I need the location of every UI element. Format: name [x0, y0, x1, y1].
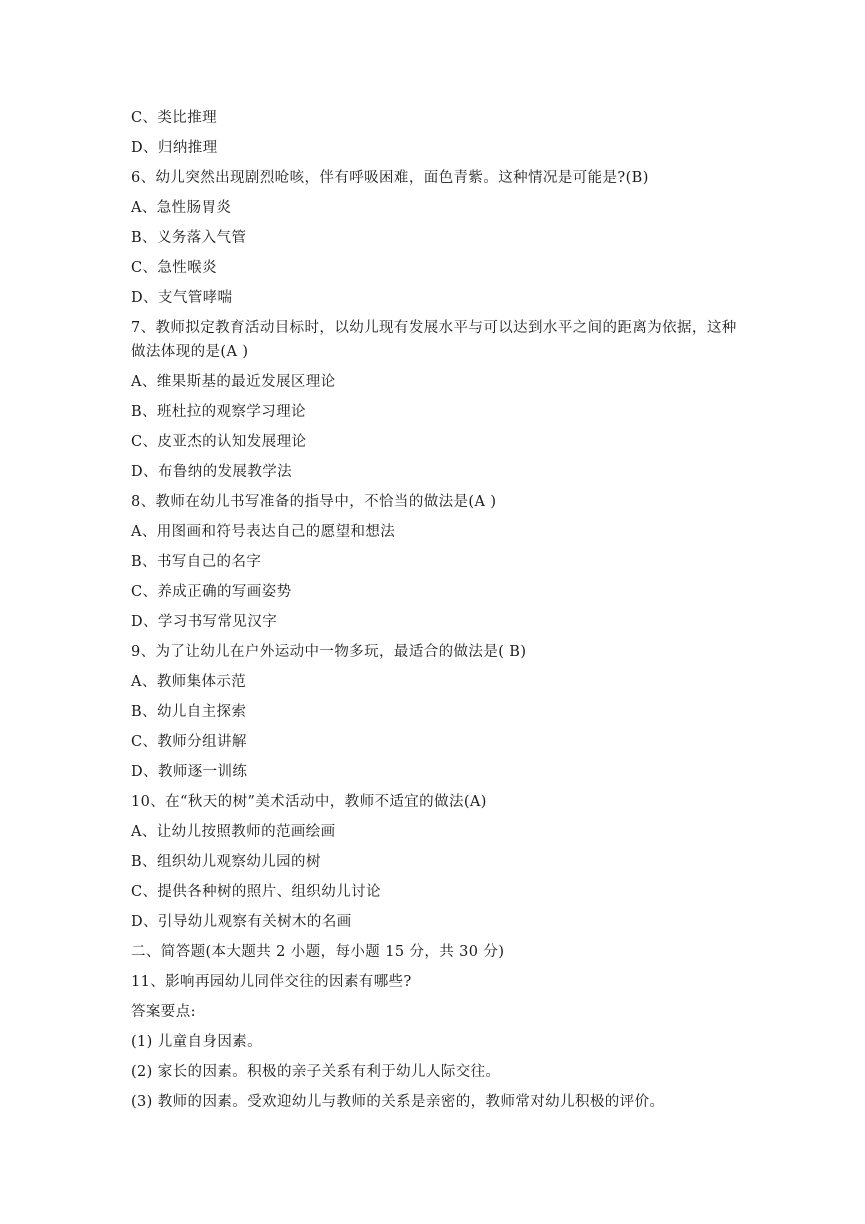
answer-point-1: (1) 儿童自身因素。 — [131, 1034, 263, 1050]
question-9: 9、为了让幼儿在户外运动中一物多玩，最适合的做法是( B) — [131, 644, 527, 660]
q9-option-b: B、幼儿自主探索 — [131, 704, 247, 720]
q6-option-c: C、急性喉炎 — [131, 260, 217, 276]
option-d-induction: D、归纳推理 — [131, 140, 218, 156]
q7-option-a: A、维果斯基的最近发展区理论 — [131, 374, 336, 390]
q6-option-a: A、急性肠胃炎 — [131, 200, 232, 216]
answer-key-label: 答案要点: — [131, 1004, 196, 1020]
document-body — [131, 103, 751, 1117]
q10-option-b: B、组织幼儿观察幼儿园的树 — [131, 854, 321, 870]
q10-option-a: A、让幼儿按照教师的范画绘画 — [131, 824, 336, 840]
q8-option-a: A、用图画和符号表达自己的愿望和想法 — [131, 524, 396, 540]
question-8: 8、教师在幼儿书写准备的指导中，不恰当的做法是(A ) — [131, 494, 497, 510]
question-11: 11、影响再园幼儿同伴交往的因素有哪些? — [131, 974, 412, 990]
answer-point-2: (2) 家长的因素。积极的亲子关系有利于幼儿人际交往。 — [131, 1064, 501, 1080]
q7-option-c: C、皮亚杰的认知发展理论 — [131, 434, 307, 450]
q9-option-c: C、教师分组讲解 — [131, 734, 247, 750]
question-7: 7、教师拟定教育活动目标时，以幼儿现有发展水平与可以达到水平之间的距离为依据，这种做法体现的是(A ) — [131, 320, 737, 360]
q7-option-d: D、布鲁纳的发展教学法 — [131, 464, 293, 480]
q9-option-a: A、教师集体示范 — [131, 674, 247, 690]
q8-option-b: B、书写自己的名字 — [131, 554, 262, 570]
section-heading-short-answer: 二、简答题(本大题共 2 小题，每小题 15 分，共 30 分) — [131, 944, 505, 960]
question-6: 6、幼儿突然出现剧烈呛咳，伴有呼吸困难，面色青紫。这种情况是可能是?(B) — [131, 170, 649, 186]
q9-option-d: D、教师逐一训练 — [131, 764, 248, 780]
q10-option-c: C、提供各种树的照片、组织幼儿讨论 — [131, 884, 381, 900]
q7-option-b: B、班杜拉的观察学习理论 — [131, 404, 306, 420]
q8-option-d: D、学习书写常见汉字 — [131, 614, 278, 630]
question-10: 10、在“秋天的树”美术活动中，教师不适宜的做法(A) — [131, 794, 487, 810]
answer-point-3: (3) 教师的因素。受欢迎幼儿与教师的关系是亲密的，教师常对幼儿积极的评价。 — [131, 1094, 665, 1110]
q6-option-b: B、义务落入气管 — [131, 230, 247, 246]
q8-option-c: C、养成正确的写画姿势 — [131, 584, 292, 600]
q6-option-d: D、支气管哮喘 — [131, 290, 233, 306]
option-c-analogy: C、类比推理 — [131, 110, 217, 126]
q10-option-d: D、引导幼儿观察有关树木的名画 — [131, 914, 352, 930]
